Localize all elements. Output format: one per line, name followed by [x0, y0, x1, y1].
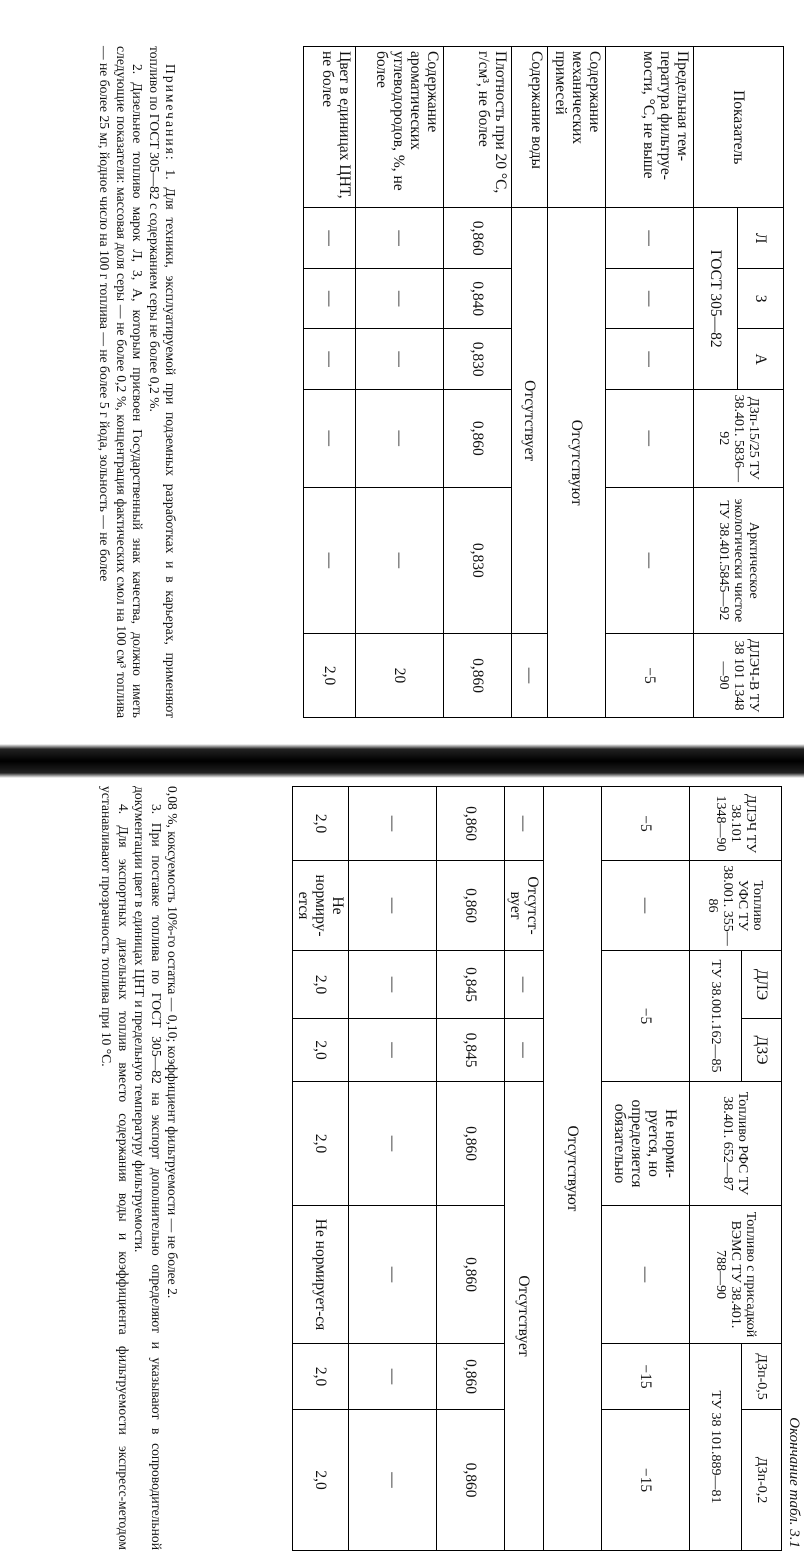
- cell: —: [356, 487, 444, 634]
- cell: Не норми-руется, но определяется обязательно: [602, 1082, 690, 1206]
- cell: —: [349, 861, 437, 951]
- header-col-dlech: ДЛЭЧ-В ТУ 38 101 1348—90: [694, 634, 784, 718]
- cell: 0,860: [444, 208, 512, 269]
- cell: 2,0: [293, 951, 349, 1019]
- cell: —: [349, 1082, 437, 1206]
- cell: 2,0: [293, 1344, 349, 1410]
- cell: 2,0: [293, 1019, 349, 1082]
- cell: —: [356, 389, 444, 487]
- notes-left: [96, 46, 178, 718]
- cell: 0,860: [437, 861, 505, 951]
- merged-absent-water: Отсутствует: [512, 208, 548, 634]
- cell: 0,830: [444, 487, 512, 634]
- cell: —: [505, 951, 544, 1019]
- cell: —: [602, 861, 690, 951]
- table-continuation-title: Окончание табл. 3.1: [786, 1417, 802, 1548]
- cell: 2,0: [293, 1082, 349, 1206]
- header-col-z: З: [738, 268, 784, 329]
- note-4: 4. Для экспортных дизельных топлив вместо содержания воды и коэффициента фильтруемости экспресс-методом устанавливают прозрачность топлива при 10 °С.: [99, 786, 131, 1550]
- cell: 2,0: [304, 634, 356, 718]
- header-col-dle: ДЛЭ: [742, 951, 782, 1019]
- cell: —: [606, 329, 694, 390]
- cell: −5: [602, 787, 690, 861]
- cell: —: [606, 389, 694, 487]
- row-label-water: Содержание воды: [512, 47, 548, 208]
- header-col-dzp05: ДЗп-0,5: [742, 1344, 782, 1410]
- cell: −5: [606, 634, 694, 718]
- cell: —: [304, 208, 356, 269]
- cell: —: [349, 1206, 437, 1344]
- page-divider: [0, 744, 804, 778]
- cell: 0,860: [444, 634, 512, 718]
- header-col-ufs: Топливо УФС ТУ 38.001. 355—86: [690, 861, 782, 951]
- header-indicator: Показатель: [694, 47, 784, 208]
- cell: Отсутст-вует: [505, 861, 544, 951]
- cell: 0,860: [444, 389, 512, 487]
- cell: −15: [602, 1344, 690, 1410]
- header-col-arctic: Арктическое экологически чистое ТУ 38.401.5845—92: [694, 487, 784, 634]
- row-label-mech: Содержание механических примесей: [548, 47, 606, 208]
- note-1: 1. Для техники, эксплуатируемой при подземных разработках и в карьерах, применяют топливо по ГОСТ 305—82 с содержанием серы не более 0,2 %.: [146, 46, 178, 719]
- header-col-vems: Топливо с присадкой ВЭМС ТУ 38.401. 788—90: [690, 1206, 782, 1344]
- header-col-dzp02: ДЗп-0,2: [742, 1410, 782, 1551]
- cell: —: [505, 787, 544, 861]
- cell: —: [349, 1410, 437, 1551]
- header-col-rfs: Топливо РФС ТУ 38.401. 652—87: [690, 1082, 782, 1206]
- cell: —: [356, 329, 444, 390]
- cell: —: [356, 268, 444, 329]
- cell: 0,860: [437, 1410, 505, 1551]
- merged-absent-water-r: Отсутствует: [505, 1082, 544, 1551]
- right-page: [64, 780, 804, 1556]
- header-gost: ГОСТ 305—82: [694, 208, 738, 390]
- fuel-table-left: [303, 46, 784, 718]
- note-2: 2. Дизельное топливо марок Л, З, А, которым присвоен Государственный знак качества, должно иметь следующие показатели: массовая доля серы — не более 0,2 %, концентрация фактических смол на 100 см³ топлива — не более 25 мг, йодное число на 100 г топлива — не более 5 г йода, зольность — не более: [97, 46, 146, 718]
- cell: 0,830: [444, 329, 512, 390]
- cell: —: [304, 389, 356, 487]
- cell: —: [602, 1206, 690, 1344]
- cell: —: [606, 487, 694, 634]
- header-col-dlech-r: ДЛЭЧ ТУ 38.101 1348—90: [690, 787, 782, 861]
- cell: 2,0: [293, 787, 349, 861]
- merged-absent-mech-r: Отсутствуют: [544, 787, 602, 1551]
- header-col-dzp: ДЗп-15/25 ТУ 38.401. 5836—92: [694, 389, 784, 487]
- cell: −15: [602, 1410, 690, 1551]
- header-col-a: А: [738, 329, 784, 390]
- cell: —: [304, 329, 356, 390]
- cell: 0,845: [437, 951, 505, 1019]
- header-col-l: Л: [738, 208, 784, 269]
- row-label-density: Плотность при 20 °С, г/см³, не более: [444, 47, 512, 208]
- cell: —: [349, 1344, 437, 1410]
- header-col-dze: ДЗЭ: [742, 1019, 782, 1082]
- row-label-color: Цвет в единицах ЦНТ, не более: [304, 47, 356, 208]
- merged-absent-mech: Отсутствуют: [548, 208, 606, 718]
- note-2-continued: 0,08 %, коксуемость 10%-го остатка — 0,10; коэффициент фильтруемости — не более 2.: [165, 786, 180, 1299]
- notes-heading: Примечания:: [163, 64, 178, 162]
- cell: 0,860: [437, 787, 505, 861]
- cell: −5: [602, 951, 690, 1082]
- cell: —: [304, 487, 356, 634]
- cell: 0,860: [437, 1344, 505, 1410]
- cell: Не нормиру-ется: [293, 861, 349, 951]
- row-label-filter-temp: Предельная тем-пература фильтруе-мости, °С, не выше: [606, 47, 694, 208]
- cell: 20: [356, 634, 444, 718]
- cell: —: [512, 634, 548, 718]
- cell: —: [349, 787, 437, 861]
- cell: —: [356, 208, 444, 269]
- cell: 0,860: [437, 1206, 505, 1344]
- cell: —: [606, 208, 694, 269]
- cell: —: [349, 951, 437, 1019]
- cell: 0,840: [444, 268, 512, 329]
- cell: 0,845: [437, 1019, 505, 1082]
- note-3: 3. При поставке топлива по ГОСТ 305—82 на экспорт дополнительно определяют и указывают в сопроводительной документации цвет в единицах ЦНТ и предельную температуру фильтруемости.: [132, 786, 164, 1550]
- left-page: [64, 0, 804, 776]
- cell: Не нормирует-ся: [293, 1206, 349, 1344]
- notes-right: [98, 786, 180, 1550]
- header-dle-dze-tu: ТУ 38.001.162—85: [690, 951, 742, 1082]
- cell: —: [505, 1019, 544, 1082]
- cell: —: [304, 268, 356, 329]
- cell: 2,0: [293, 1410, 349, 1551]
- row-label-aromatic: Содержание ароматических углеводородов, %, не более: [356, 47, 444, 208]
- fuel-table-right: [292, 786, 782, 1551]
- cell: —: [349, 1019, 437, 1082]
- header-dzp-tu: ТУ 38 101.889—81: [690, 1344, 742, 1551]
- cell: —: [606, 268, 694, 329]
- cell: 0,860: [437, 1082, 505, 1206]
